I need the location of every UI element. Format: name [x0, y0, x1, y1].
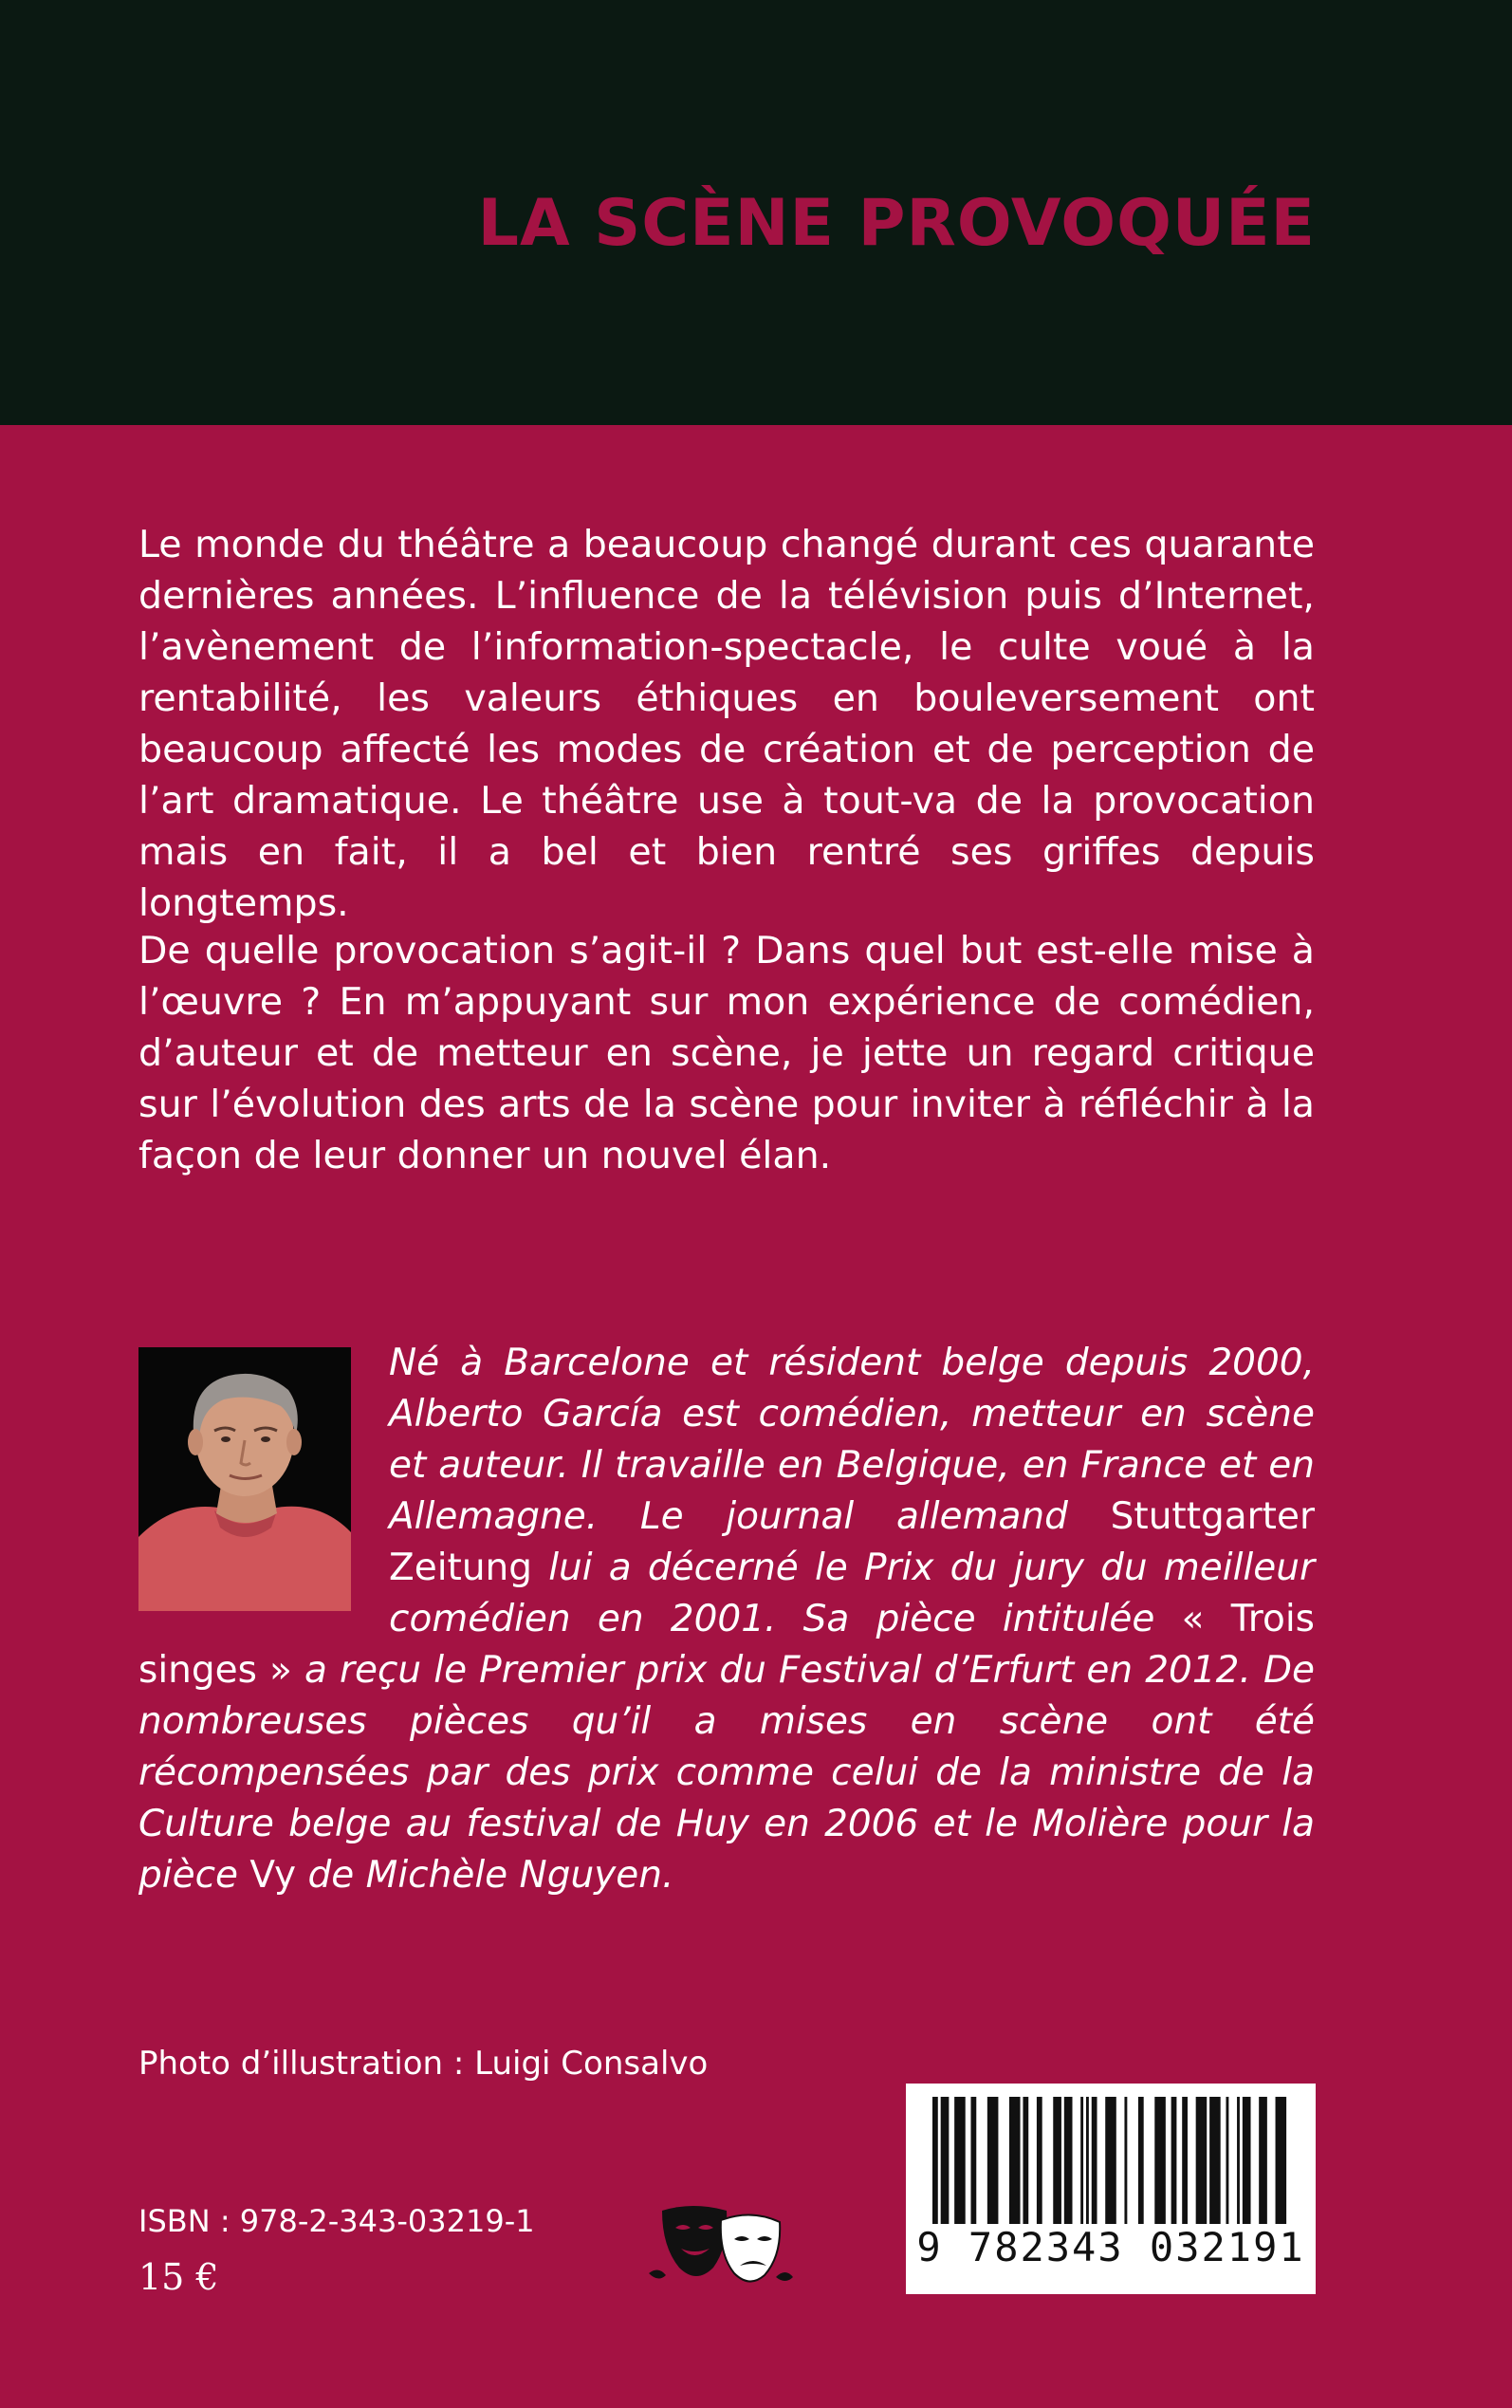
bio-text-2: lui a décerné le Prix du jury du meilleur comédien en 2001. Sa pièce intitulée [389, 1547, 1315, 1640]
barcode-bar [1009, 2097, 1021, 2224]
barcode-bar [1138, 2097, 1144, 2224]
barcode-bar [1209, 2097, 1221, 2224]
barcode-bar [1023, 2097, 1028, 2224]
bio-play-title-1: « Trois singes » [138, 1598, 1315, 1692]
barcode-bar [1182, 2097, 1188, 2224]
barcode-bar [1086, 2097, 1089, 2224]
barcode-bar [941, 2097, 950, 2224]
price: 15 € [138, 2256, 219, 2298]
author-bio [138, 1338, 1315, 1901]
barcode-bar [1259, 2097, 1267, 2224]
barcode-bar [1037, 2097, 1042, 2224]
barcode-bar [1237, 2097, 1240, 2224]
theatre-masks-icon [645, 2199, 797, 2290]
barcode-bar [1105, 2097, 1116, 2224]
barcode-bar [1171, 2097, 1177, 2224]
barcode-bar [1196, 2097, 1208, 2224]
barcode-digits: 9 782343 032191 [916, 2224, 1305, 2270]
barcode-bar [1124, 2097, 1127, 2224]
bio-photo-spacer [138, 1338, 351, 1602]
barcode-bar [1276, 2097, 1287, 2224]
bio-text-4: de Michèle Nguyen. [296, 1854, 674, 1897]
barcode-bar [970, 2097, 976, 2224]
title-band [0, 0, 1512, 425]
barcode-bar [1154, 2097, 1166, 2224]
barcode-bar [1092, 2097, 1097, 2224]
barcode-bar [1243, 2097, 1251, 2224]
bio-play-title-2: Vy [249, 1854, 297, 1897]
summary-paragraph-2: De quelle provocation s’agit-il ? Dans quel but est-elle mise à l’œuvre ? En m’appuyant sur mon expérience de comédien, d’auteur et de metteur en scène, je jette un regard critique sur l’évolution des arts de la scène pour inviter à réfléchir à la façon de leur donner un nouvel élan. [138, 929, 1315, 1177]
bio-newspaper: Stuttgarter Zeitung [389, 1495, 1315, 1589]
barcode-bar [1053, 2097, 1061, 2224]
isbn: ISBN : 978-2-343-03219-1 [138, 2203, 535, 2239]
bio-text-3: a reçu le Premier prix du Festival d’Erfurt en 2012. De nombreuses pièces qu’il a mises en scène ont été récompensées par des prix comme celui de la ministre de la Culture belge au festival de Huy en 2006 et le Molière pour la pièce [138, 1649, 1315, 1897]
book-title: LA SCÈNE PROVOQUÉE [477, 186, 1316, 261]
publisher-logo [645, 2199, 797, 2290]
barcode-bar [932, 2097, 938, 2224]
barcode-bar [1226, 2097, 1228, 2224]
barcode-bar [1064, 2097, 1073, 2224]
summary-paragraph-1: Le monde du théâtre a beaucoup changé durant ces quarante dernières années. L’influence de la télévision puis d’Internet, l’avènement de l’information-spectacle, le culte voué à la rentabilité, les valeurs éthiques en bouleversement ont beaucoup affecté les modes de création et de perception de l’art dramatique. Le théâtre use à tout-va de la provocation mais en fait, il a bel et bien rentré ses griffes depuis longtemps. [138, 523, 1315, 925]
barcode-bar [987, 2097, 999, 2224]
barcode [906, 2084, 1316, 2294]
photo-credit: Photo d’illustration : Luigi Consalvo [138, 2045, 709, 2083]
bio-text-1: Né à Barcelone et résident belge depuis 2000, Alberto García est comédien, metteur en scène et auteur. Il travaille en Belgique, en France et en Allemagne. Le journal allemand [389, 1342, 1315, 1538]
barcode-bar [954, 2097, 966, 2224]
barcode-bar [1080, 2097, 1083, 2224]
barcode-bars [927, 2097, 1295, 2224]
